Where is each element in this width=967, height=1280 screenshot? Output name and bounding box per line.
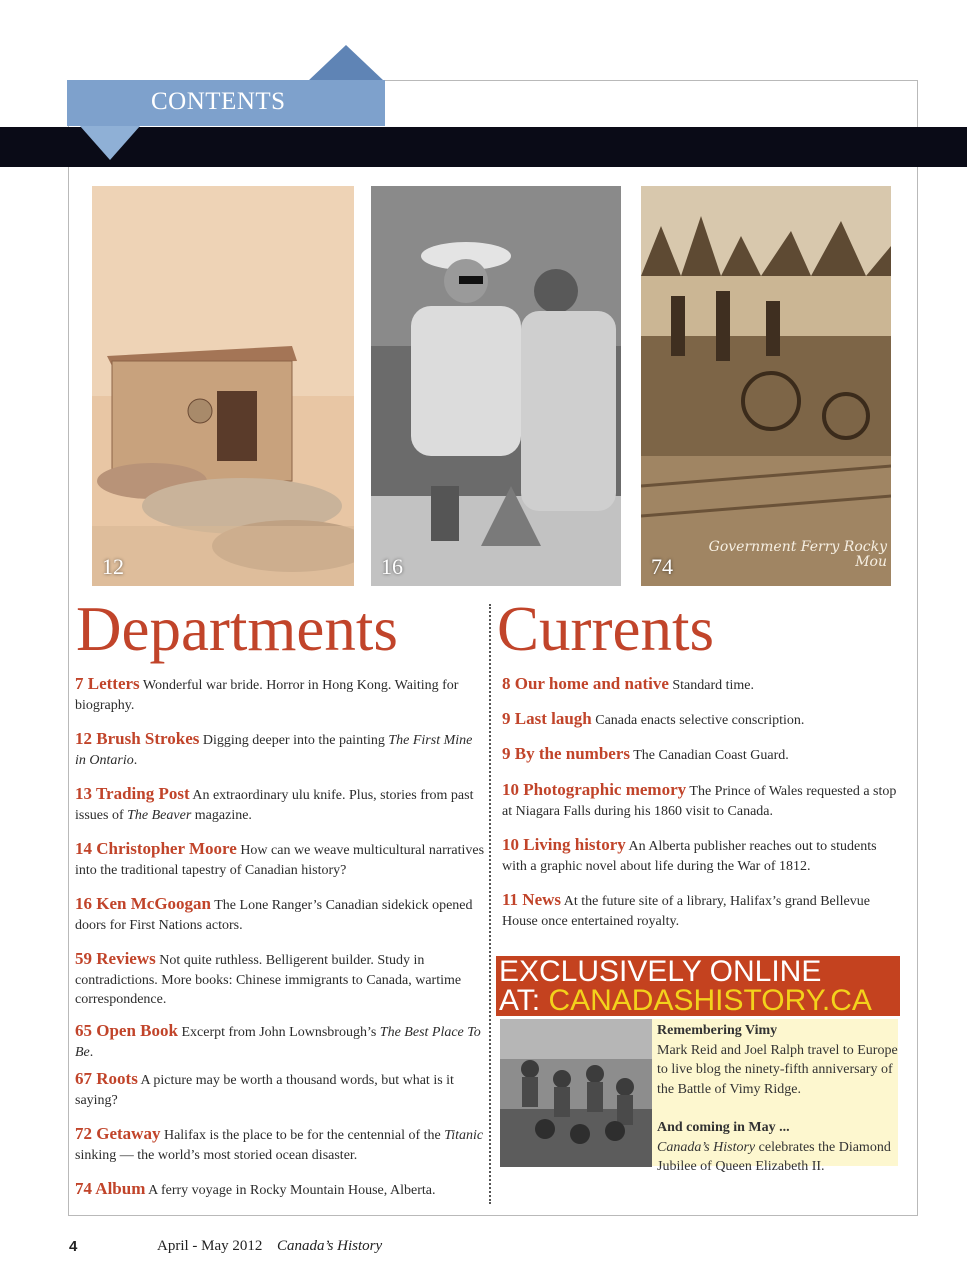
tab-decoration-top: [308, 45, 384, 81]
online-banner-url-line: AT: CANADASHISTORY.CA: [499, 984, 872, 1017]
list-item: 9 Last laugh Canada enacts selective conscription.: [502, 709, 805, 728]
photo-cabin-painting: [92, 186, 354, 586]
list-item: 14 Christopher Moore How can we weave multicultural narratives into the traditional tapestry of Canadian history?: [75, 839, 485, 878]
issue-date: April - May 2012: [157, 1238, 263, 1254]
note-heading-may: And coming in May ...: [657, 1120, 790, 1135]
photo-page-number: 12: [102, 554, 124, 579]
section-tab-label: CONTENTS: [151, 88, 286, 115]
list-item: 72 Getaway Halifax is the place to be for the centennial of the Titanic sinking — the world’s most storied ocean disaster.: [75, 1124, 484, 1163]
list-item: 16 Ken McGoogan The Lone Ranger’s Canadian sidekick opened doors for First Nations actors.: [75, 894, 473, 933]
column-divider: [489, 604, 491, 1204]
list-item: 8 Our home and native Standard time.: [502, 674, 755, 693]
list-item: 59 Reviews Not quite ruthless. Belligerent builder. Study in contradictions. More books: Chinese immigrants to Canada, wartime correspondence.: [75, 949, 462, 1007]
list-item: 10 Photographic memory The Prince of Wales requested a stop at Niagara Falls during his 1860 visit to Canada.: [502, 780, 897, 819]
page-number: 4: [69, 1238, 78, 1255]
list-item: 67 Roots A picture may be worth a thousand words, but what is it saying?: [75, 1069, 454, 1108]
note-text-vimy: Mark Reid and Joel Ralph travel to Europe to live blog the ninety-fifth anniversary of the Battle of Vimy Ridge.: [657, 1042, 898, 1097]
list-item: 10 Living history An Alberta publisher reaches out to students with a graphic novel about life during the War of 1812.: [502, 835, 877, 874]
list-item: 65 Open Book Excerpt from John Lownsbrough’s The Best Place To Be.: [75, 1021, 481, 1060]
list-item: 12 Brush Strokes Digging deeper into the painting The First Mine in Ontario.: [75, 729, 473, 768]
currents-heading: Currents: [497, 594, 714, 664]
note-text-may: Canada’s History celebrates the Diamond Jubilee of Queen Elizabeth II.: [657, 1139, 891, 1174]
photo-page-number: 16: [381, 554, 403, 579]
departments-heading: Departments: [76, 594, 398, 664]
list-item: 11 News At the future site of a library, Halifax’s grand Bellevue House once entertained royalty.: [502, 890, 870, 929]
photo-page-number: 74: [651, 554, 673, 579]
photo-ferry: [641, 186, 891, 586]
magazine-name: Canada’s History: [277, 1238, 383, 1254]
note-heading-vimy: Remembering Vimy: [657, 1023, 778, 1038]
header-bar: [0, 127, 967, 167]
photo-lone-ranger: [371, 186, 621, 586]
list-item: 13 Trading Post An extraordinary ulu knife. Plus, stories from past issues of The Beaver magazine.: [75, 784, 474, 823]
online-url-link[interactable]: CANADASHISTORY.CA: [548, 984, 872, 1017]
list-item: 9 By the numbers The Canadian Coast Guard.: [502, 744, 789, 763]
online-note: [652, 1019, 898, 1174]
list-item: 7 Letters Wonderful war bride. Horror in Hong Kong. Waiting for biography.: [75, 674, 459, 713]
online-banner-title: EXCLUSIVELY ONLINE: [499, 955, 822, 988]
online-promo: [496, 956, 902, 1206]
tab-decoration-bottom: [80, 126, 140, 160]
list-item: 74 Album A ferry voyage in Rocky Mountain House, Alberta.: [75, 1179, 436, 1198]
photo-handwritten-caption: Government Ferry Rocky Mou: [708, 539, 887, 570]
photo-vimy-soldiers: [500, 1019, 652, 1167]
